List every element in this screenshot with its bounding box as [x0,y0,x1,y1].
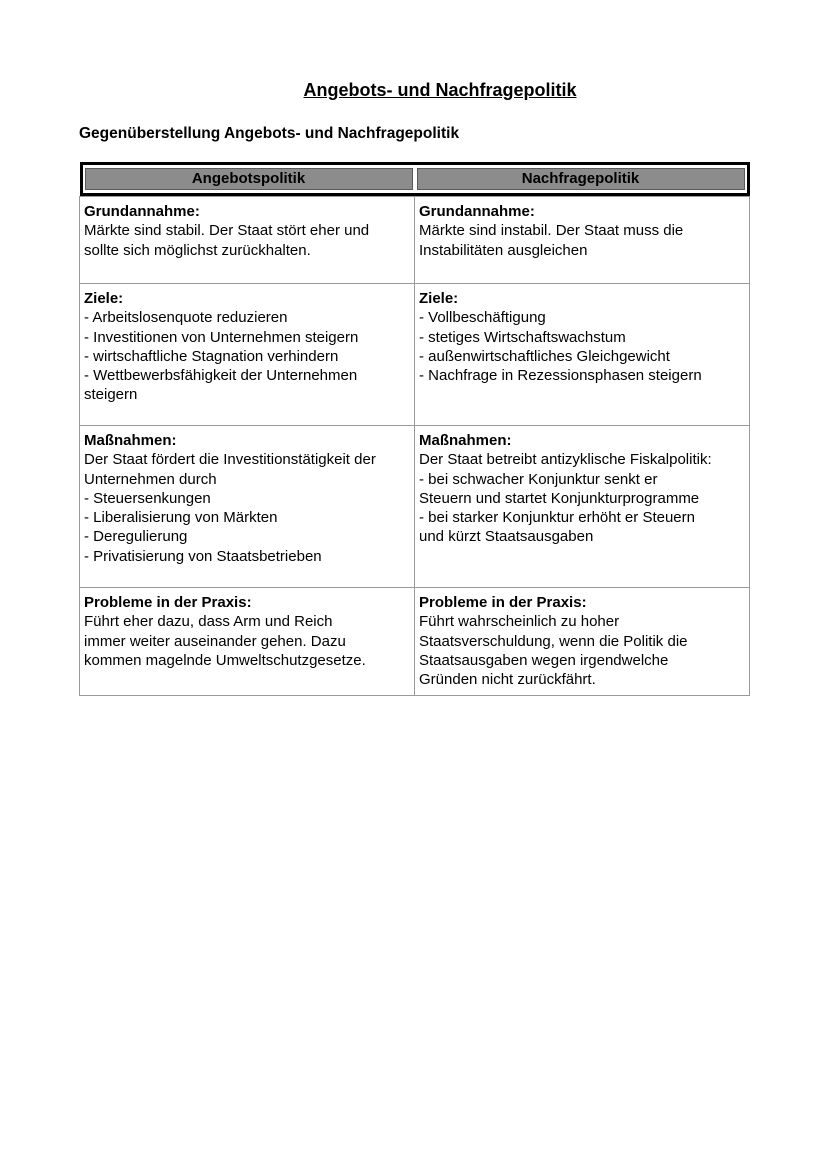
cell-line: - stetiges Wirtschaftswachstum [419,328,626,346]
cell-nachfrage-grundannahme [415,197,750,284]
cell-line: Märkte sind instabil. Der Staat muss die [419,222,684,240]
cell-line: und kürzt Staatsausgaben [419,528,594,546]
cell-line: Instabilitäten ausgleichen [419,241,588,259]
cell-heading: Maßnahmen: [84,432,177,449]
cell-line: - Privatisierung von Staatsbetrieben [84,547,322,565]
cell-line: kommen magelnde Umweltschutzgesetze. [84,651,366,669]
cell-angebot-ziele [80,284,415,426]
cell-line: Unternehmen durch [84,470,217,488]
cell-line: - außenwirtschaftliches Gleichgewicht [419,347,670,365]
cell-heading: Probleme in der Praxis: [419,594,587,611]
cell-line: Märkte sind stabil. Der Staat stört eher und [84,222,370,240]
cell-line: - Nachfrage in Rezessionsphasen steigern [419,367,702,385]
cell-angebot-grundannahme [80,197,415,284]
cell-line: Führt wahrscheinlich zu hoher [419,613,620,631]
cell-line: Staatsverschuldung, wenn die Politik die [419,632,688,650]
header-angebotspolitik: Angebotspolitik [85,168,413,190]
cell-line: - bei starker Konjunktur erhöht er Steuern [419,509,695,527]
cell-line: Führt eher dazu, dass Arm und Reich [84,613,333,631]
document-subtitle: Gegenüberstellung Angebots- und Nachfragepolitik [79,125,460,142]
comparison-table [79,162,750,696]
cell-heading: Probleme in der Praxis: [84,594,252,611]
cell-line: - Vollbeschäftigung [419,309,546,327]
cell-line: - Investitionen von Unternehmen steigern [84,328,359,346]
cell-line: Steuern und startet Konjunkturprogramme [419,489,700,507]
cell-angebot-massnahmen [80,426,415,588]
cell-angebot-probleme [80,588,415,696]
cell-line: Der Staat fördert die Investitionstätigkeit der [84,451,376,469]
cell-line: - Arbeitslosenquote reduzieren [84,309,288,327]
cell-line: Staatsausgaben wegen irgendwelche [419,651,669,669]
cell-nachfrage-probleme [415,588,750,696]
cell-line: - Wettbewerbsfähigkeit der Unternehmen [84,367,358,385]
cell-heading: Maßnahmen: [419,432,512,449]
cell-line: - bei schwacher Konjunktur senkt er [419,470,658,488]
cell-heading: Ziele: [84,290,124,307]
cell-line: - wirtschaftliche Stagnation verhindern [84,347,339,365]
header-nachfragepolitik: Nachfragepolitik [417,168,745,190]
cell-line: immer weiter auseinander gehen. Dazu [84,632,346,650]
table-header-wrap [80,162,750,196]
table-header-row [80,162,750,197]
cell-line: Gründen nicht zurückfährt. [419,671,596,689]
table-row-probleme [80,588,750,696]
table-header-frame [80,162,750,197]
page-title: Angebots- und Nachfragepolitik [303,80,577,100]
cell-heading: Grundannahme: [419,203,535,220]
cell-line: Der Staat betreibt antizyklische Fiskalpolitik: [419,451,712,469]
cell-line: - Liberalisierung von Märkten [84,509,278,527]
cell-nachfrage-ziele [415,284,750,426]
cell-line: steigern [84,386,138,404]
cell-heading: Grundannahme: [84,203,200,220]
cell-line: - Deregulierung [84,528,188,546]
table-row-grundannahme [80,197,750,284]
cell-heading: Ziele: [419,290,459,307]
cell-line: sollte sich möglichst zurückhalten. [84,241,311,259]
cell-line: - Steuersenkungen [84,489,211,507]
table-row-ziele [80,284,750,426]
table-row-massnahmen [80,426,750,588]
cell-nachfrage-massnahmen [415,426,750,588]
